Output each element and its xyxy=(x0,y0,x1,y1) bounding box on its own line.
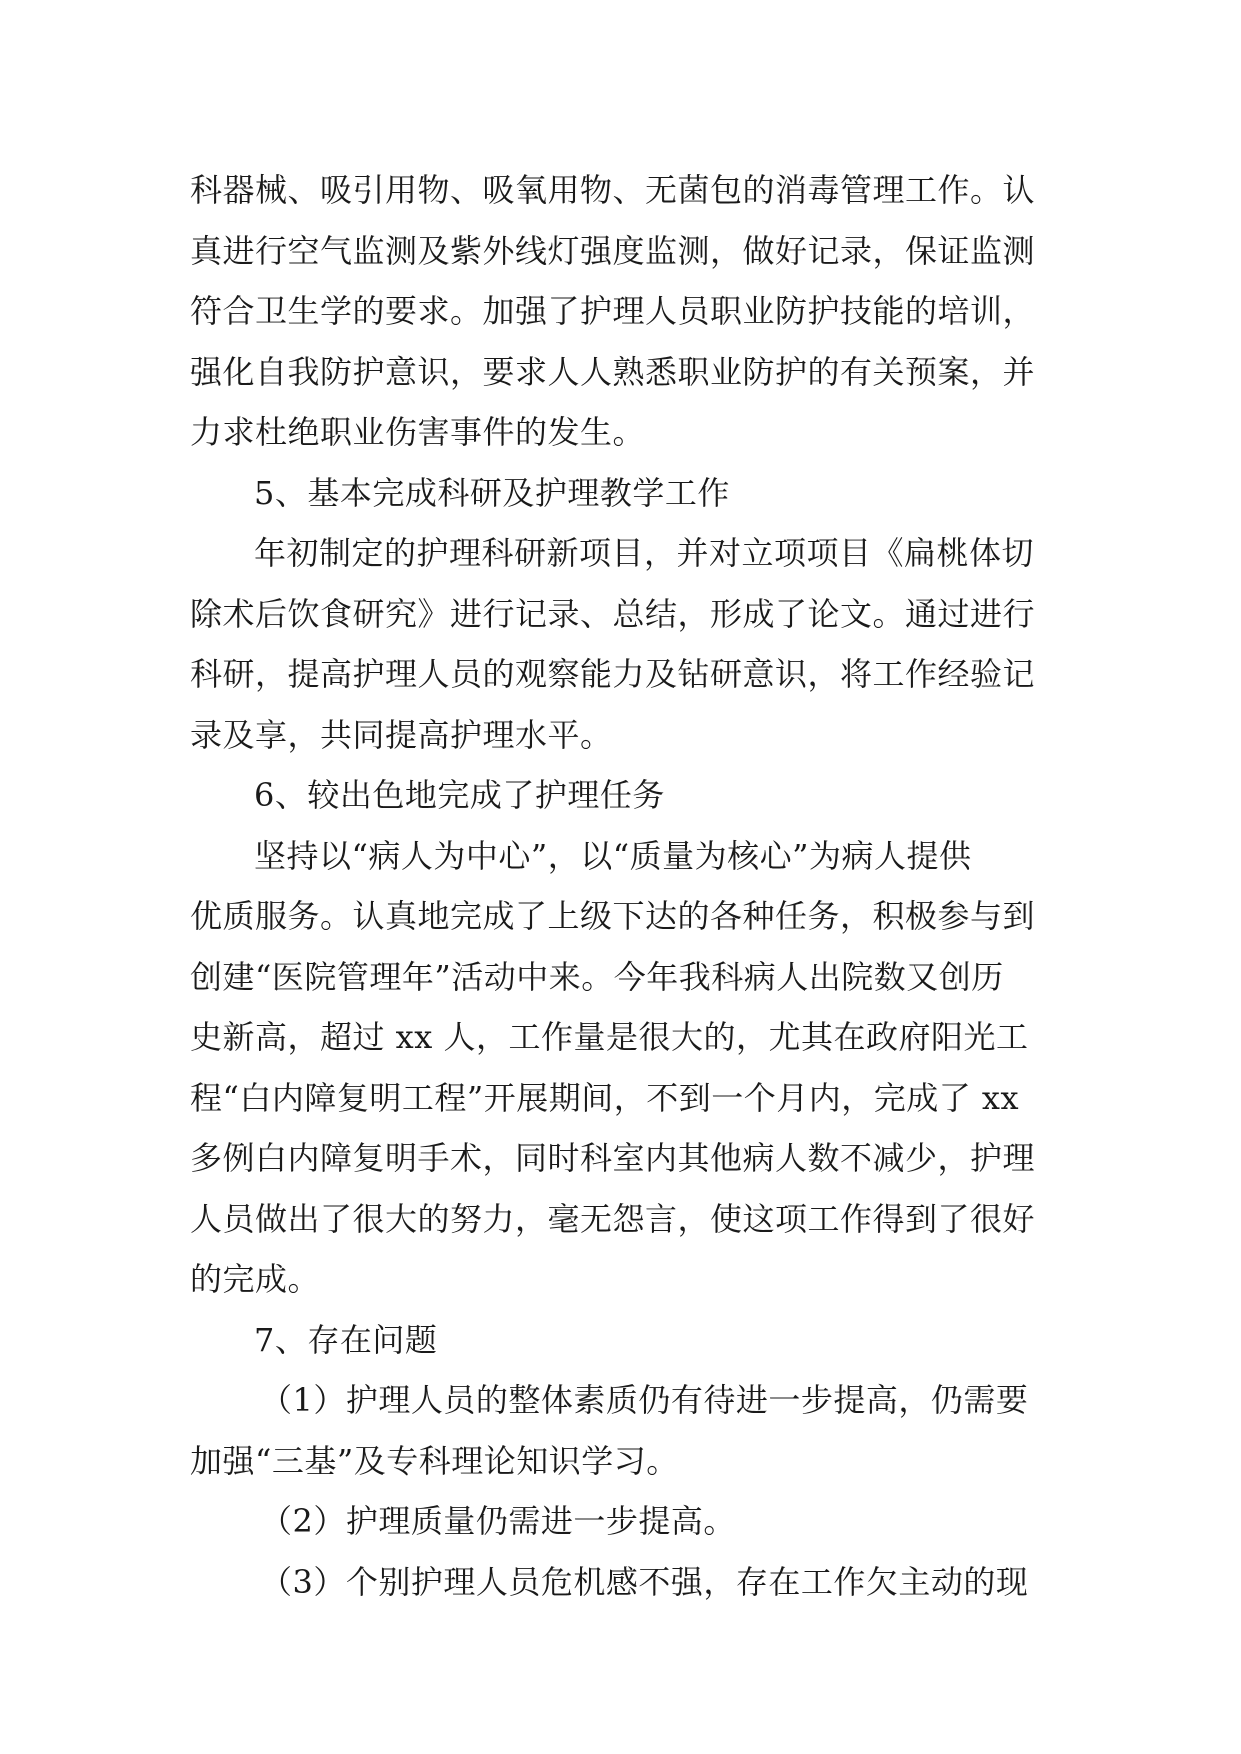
section-heading-5: 5、基本完成科研及护理教学工作 xyxy=(254,473,730,512)
text-line-12: 坚持以“病人为中心”，以“质量为核心”为病人提供 xyxy=(254,836,972,875)
problem-item-1: （1）护理人员的整体素质仍有待进一步提高，仍需要 xyxy=(260,1381,1029,1419)
text-line-13: 优质服务。认真地完成了上级下达的各种任务，积极参与到 xyxy=(190,897,1036,935)
text-line-19: 的完成。 xyxy=(190,1260,321,1298)
document-body xyxy=(190,160,1050,1612)
text-line-5: 力求杜绝职业伤害事件的发生。 xyxy=(190,413,646,451)
text-line-15: 史新高，超过 xx 人，工作量是很大的，尤其在政府阳光工 xyxy=(190,1018,1029,1056)
text-line-10: 录及享，共同提高护理水平。 xyxy=(190,715,613,754)
text-line-16: 程“白内障复明工程”开展期间，不到一个月内，完成了 xx xyxy=(190,1078,1019,1117)
text-line-22: 加强“三基”及专科理论知识学习。 xyxy=(190,1441,679,1480)
text-line-4: 强化自我防护意识，要求人人熟悉职业防护的有关预案，并 xyxy=(190,352,1036,391)
text-line-18: 人员做出了很大的努力，毫无怨言，使这项工作得到了很好 xyxy=(190,1199,1036,1238)
text-line-8: 除术后饮食研究》进行记录、总结，形成了论文。通过进行 xyxy=(190,594,1036,633)
text-line-1: 科器械、吸引用物、吸氧用物、无菌包的消毒管理工作。认 xyxy=(190,171,1036,209)
text-line-2: 真进行空气监测及紫外线灯强度监测，做好记录，保证监测 xyxy=(190,231,1036,270)
text-line-7: 年初制定的护理科研新项目，并对立项项目《扁桃体切 xyxy=(254,534,1035,572)
section-heading-6: 6、较出色地完成了护理任务 xyxy=(254,776,665,814)
text-line-14: 创建“医院管理年”活动中来。今年我科病人出院数又创历 xyxy=(190,957,1004,996)
section-heading-7: 7、存在问题 xyxy=(254,1320,438,1359)
problem-item-2: （2）护理质量仍需进一步提高。 xyxy=(260,1502,736,1540)
text-line-9: 科研，提高护理人员的观察能力及钻研意识，将工作经验记 xyxy=(190,655,1036,693)
text-line-3: 符合卫生学的要求。加强了护理人员职业防护技能的培训， xyxy=(190,292,1036,330)
text-line-17: 多例白内障复明手术，同时科室内其他病人数不减少，护理 xyxy=(190,1139,1036,1177)
problem-item-3: （3）个别护理人员危机感不强，存在工作欠主动的现 xyxy=(260,1562,1029,1601)
